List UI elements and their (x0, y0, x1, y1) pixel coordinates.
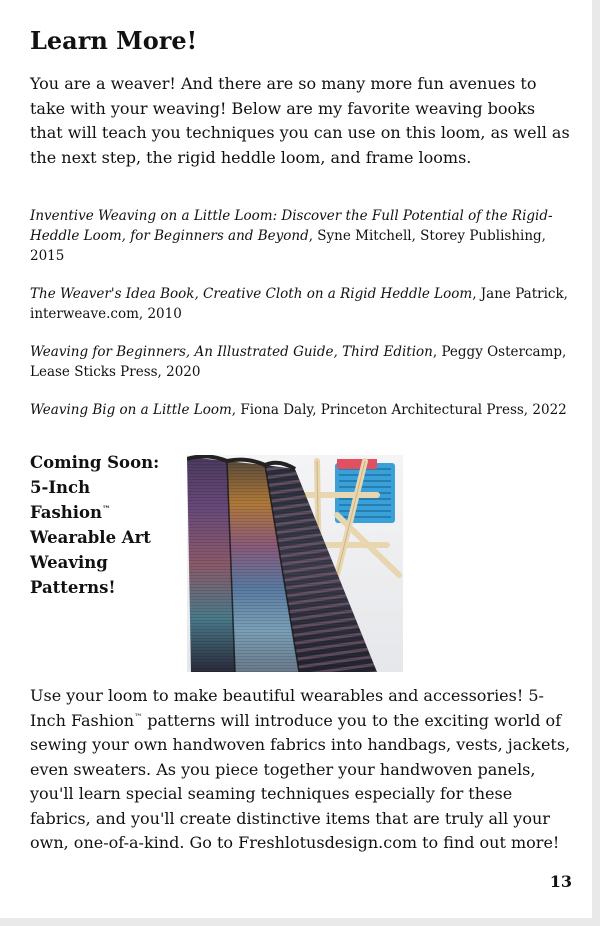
book-entry (30, 400, 570, 420)
woven-panels-photo (187, 455, 403, 672)
coming-soon-line (30, 500, 180, 525)
intro-paragraph: You are a weaver! And there are so many more fun avenues to take with your weaving! Below are my favorite weaving books that will teach you techniques you can use on this loom, as well as the next step, the rigid heddle loom, and frame looms. (30, 74, 570, 167)
coming-soon-line: Patterns! (30, 578, 116, 597)
book-title: Weaving Big on a Little Loom (30, 402, 232, 418)
outro-text: patterns will introduce you to the exciting world of sewing your own handwoven fabrics into handbags, vests, jackets, even sweaters. As you piece together your handwoven panels, you'll learn special seaming techniques especially for these fabrics, and you'll create distinctive items that are truly all your own, one-of-a-kind. Go to Freshlotusdesign.com to find out more! (30, 710, 571, 852)
book-entry (30, 342, 570, 382)
book-entry (30, 284, 570, 324)
coming-soon-line: Coming Soon: (30, 453, 160, 472)
coming-soon-line: 5-Inch (30, 478, 91, 497)
coming-soon-callout (30, 450, 180, 600)
trademark-symbol: ™ (102, 503, 111, 514)
book-details: , Jane Patrick, interweave.com, 2010 (30, 286, 568, 322)
book-list (30, 206, 570, 438)
page-number: 13 (549, 872, 572, 891)
book-title: Inventive Weaving on a Little Loom: Discover the Full Potential of the Rigid-Heddle Loom, for Beginners and Beyond (30, 208, 553, 244)
book-title: The Weaver's Idea Book, Creative Cloth on a Rigid Heddle Loom (30, 286, 473, 302)
book-details: , Syne Mitchell, Storey Publishing, 2015 (30, 228, 546, 264)
coming-soon-fashion: Fashion (30, 503, 103, 522)
coming-soon-line: Wearable Art (30, 528, 151, 547)
book-title: Weaving for Beginners, An Illustrated Guide, Third Edition (30, 344, 433, 360)
book-details: , Peggy Ostercamp, Lease Sticks Press, 2020 (30, 344, 567, 380)
outro-paragraph (30, 684, 575, 856)
page-heading: Learn More! (30, 26, 198, 55)
coming-soon-line: Weaving (30, 553, 108, 572)
outro-text: Use your loom to make beautiful wearables and accessories! 5-Inch Fashion (30, 686, 544, 730)
book-details: , Fiona Daly, Princeton Architectural Press, 2022 (231, 402, 567, 418)
book-entry (30, 206, 570, 266)
trademark-symbol: ™ (134, 712, 143, 722)
